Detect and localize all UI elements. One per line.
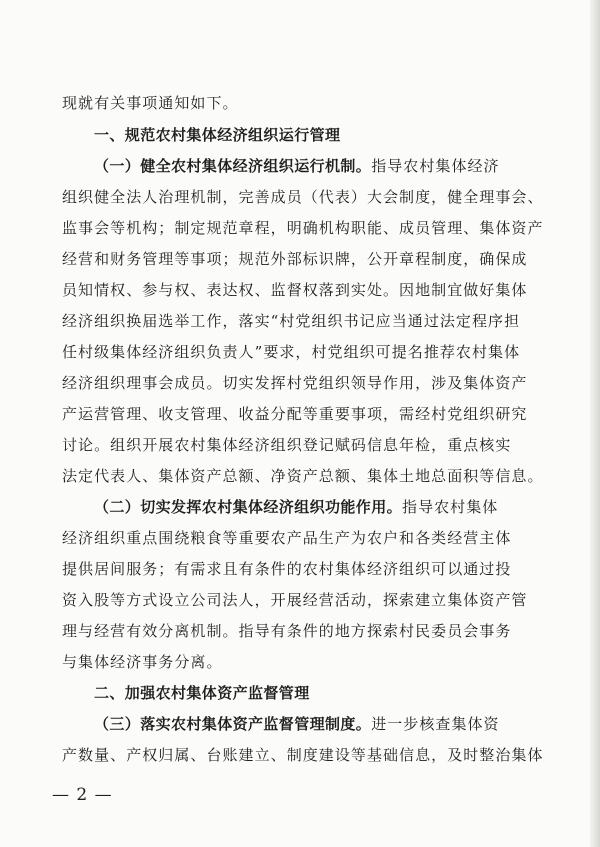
item-heading-1: （一）健全农村集体经济组织运行机制。 [94,157,372,175]
paragraph-lead-1 [94,156,500,176]
text-line: 提供居间服务；有需求且有条件的农村集体经济组织可以通过投 [62,560,512,578]
text-line: 监事会等机构；制定规范章程，明确机构职能、成员管理、集体资产 [62,219,544,237]
text-line: 产运营管理、收支管理、收益分配等重要事项，需经村党组织研究 [62,405,528,423]
paragraph-lead-3 [94,714,500,734]
text-line: 产数量、产权归属、台账建立、制度建设等基础信息，及时整治集体 [62,746,544,764]
paragraph-lead-2 [94,497,498,517]
text-line: 资入股等方式设立公司法人，开展经营活动，探索建立集体资产管 [62,591,528,609]
text-line: 现就有关事项通知如下。 [62,94,239,112]
text-line: 员知情权、参与权、表达权、监督权落到实处。因地制宜做好集体 [62,281,528,299]
text-line: 理与经营有效分离机制。指导有条件的地方探索村民委员会事务 [62,622,512,640]
item-heading-2: （二）切实发挥农村集体经济组织功能作用。 [94,498,403,516]
text-line: 经济组织理事会成员。切实发挥村党组织领导作用，涉及集体资产 [62,374,528,392]
text-line: 组织健全法人治理机制，完善成员（代表）大会制度，健全理事会、 [62,188,544,206]
item-text-3: 进一步核查集体资 [371,715,500,733]
page-number: — 2 — [52,785,113,805]
page-edge [590,0,600,847]
text-line: 经济组织换届选举工作，落实“村党组织书记应当通过法定程序担 [62,312,521,330]
text-line: 经营和财务管理等事项；规范外部标识牌，公开章程制度，确保成 [62,250,528,268]
section-heading-1: 一、规范农村集体经济组织运行管理 [94,126,341,144]
item-text-1: 指导农村集体经济 [371,157,500,175]
text-line: 与集体经济事务分离。 [62,653,223,671]
section-heading-2: 二、加强农村集体资产监督管理 [94,684,310,702]
text-line: 经济组织重点围绕粮食等重要农产品生产为农户和各类经营主体 [62,529,512,547]
text-line: 任村级集体经济组织负责人”要求，村党组织可提名推荐农村集体 [62,343,521,361]
text-line: 法定代表人、集体资产总额、净资产总额、集体土地总面积等信息。 [62,467,544,485]
item-heading-3: （三）落实农村集体资产监督管理制度。 [94,715,372,733]
text-line: 讨论。组织开展农村集体经济组织登记赋码信息年检，重点核实 [62,436,512,454]
item-text-2: 指导农村集体 [402,498,499,516]
